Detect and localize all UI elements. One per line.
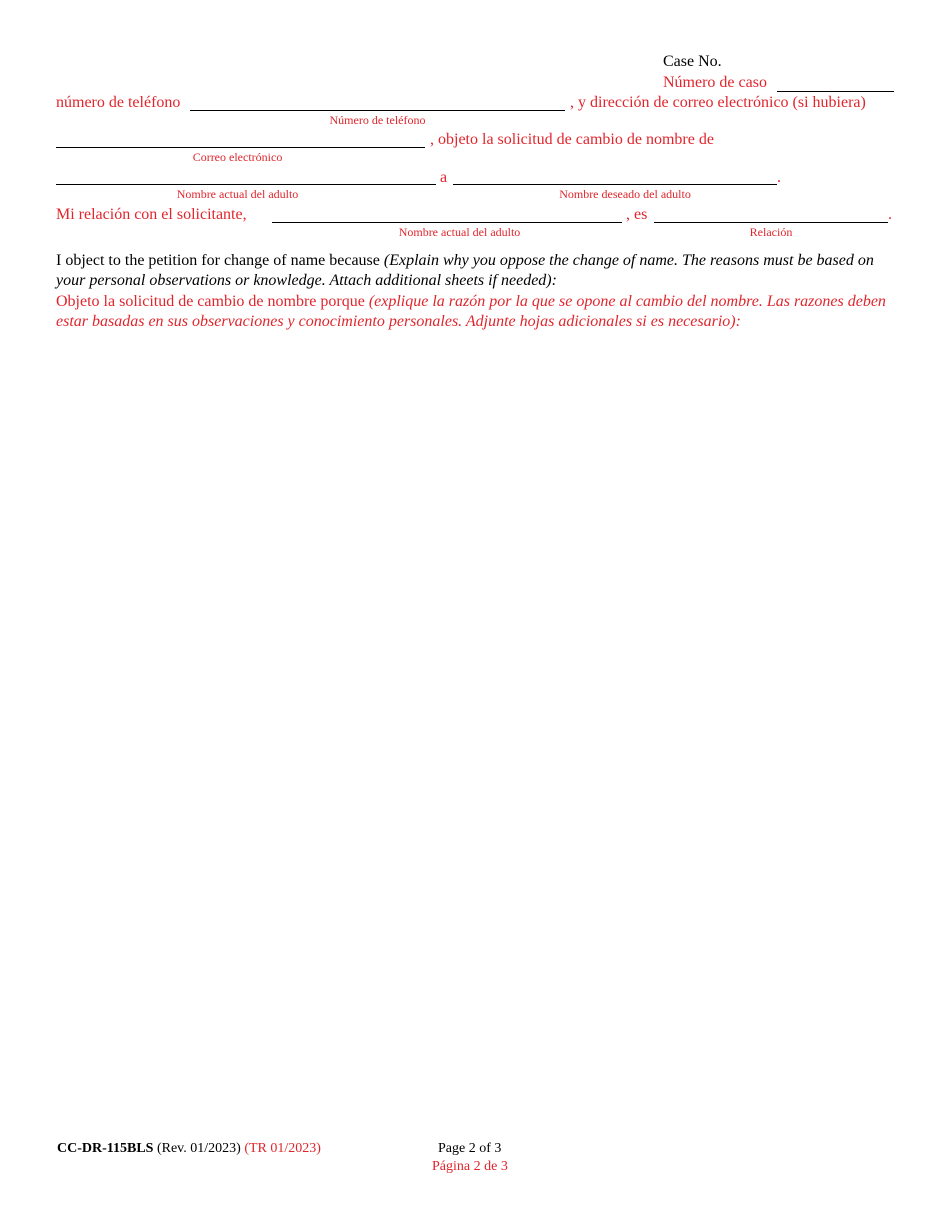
name-connector-text: a <box>440 169 448 186</box>
relation-end-period: . <box>888 206 892 223</box>
phone-tail-text: , y dirección de correo electrónico (si hubiera) <box>570 94 866 111</box>
relation-current-name-field[interactable] <box>272 222 622 223</box>
objection-es-plain: Objeto la solicitud de cambio de nombre porque <box>56 293 369 310</box>
current-name-field[interactable] <box>56 184 436 185</box>
relation-lead-text: Mi relación con el solicitante, <box>56 206 247 223</box>
relationship-field[interactable] <box>654 222 888 223</box>
desired-name-label: Nombre deseado del adulto <box>559 187 691 201</box>
email-field[interactable] <box>56 147 425 148</box>
form-revision: (Rev. 01/2023) <box>153 1141 245 1156</box>
phone-field[interactable] <box>190 110 565 111</box>
desired-name-field[interactable] <box>453 184 777 185</box>
relation-current-name-label: Nombre actual del adulto <box>398 225 521 239</box>
objection-es-italic: (explique la razón por la que se opone al cambio del nombre. Las razones deben estar basadas en sus observaciones y conocimiento personales. Adjunte hojas adicionales si es necesario): <box>56 293 886 330</box>
objection-response-area[interactable] <box>56 340 896 1120</box>
email-field-label: Correo electrónico <box>192 150 283 164</box>
email-tail-text: , objeto la solicitud de cambio de nombre de <box>430 131 714 148</box>
case-number-field[interactable] <box>777 91 894 92</box>
footer-form-info <box>57 1141 321 1157</box>
page-number: Page 2 of 3 <box>438 1141 502 1156</box>
phone-field-label: Número de teléfono <box>329 113 426 127</box>
case-no-label-es: Número de caso <box>663 74 767 91</box>
form-id: CC-DR-115BLS <box>57 1141 154 1156</box>
objection-en-plain: I object to the petition for change of name because <box>56 252 384 269</box>
relation-mid-text: , es <box>626 206 648 223</box>
form-translation-revision: (TR 01/2023) <box>244 1141 321 1156</box>
objection-en-italic: (Explain why you oppose the change of name. The reasons must be based on your personal observations or knowledge. Attach additional sheets if needed): <box>56 252 874 289</box>
objection-statement-en <box>56 251 896 291</box>
case-no-label: Case No. <box>663 53 722 70</box>
current-name-label: Nombre actual del adulto <box>176 187 299 201</box>
page-number-es: Página 2 de 3 <box>432 1159 508 1174</box>
names-end-period: . <box>777 169 781 186</box>
objection-statement-es <box>56 292 896 332</box>
phone-lead-text: número de teléfono <box>56 94 181 111</box>
relationship-label: Relación <box>749 225 793 239</box>
